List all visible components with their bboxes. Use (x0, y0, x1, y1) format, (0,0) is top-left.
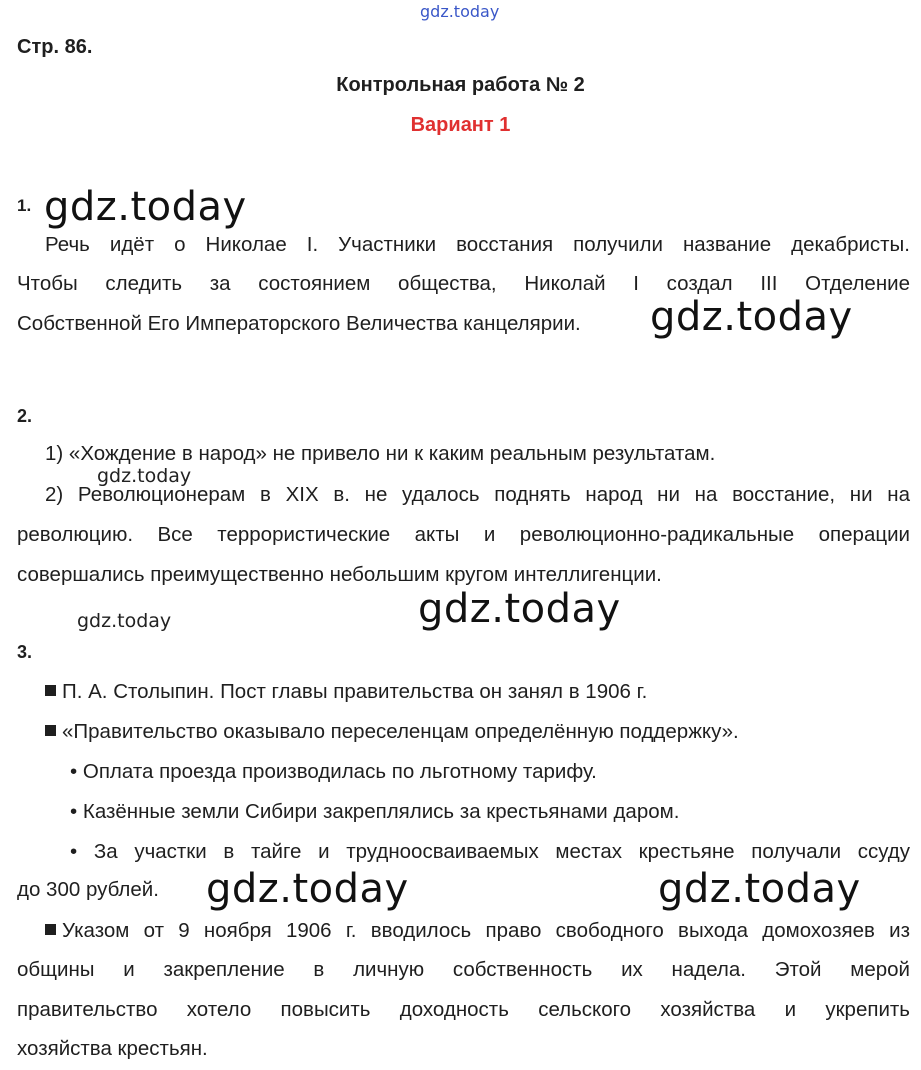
q3-bullet-3-line: хозяйства крестьян. (17, 1037, 208, 1060)
question-2-number: 2. (17, 406, 33, 426)
watermark: gdz.today (418, 586, 621, 632)
watermark: gdz.today (77, 610, 172, 632)
q1-line: Речь идёт о Николае I. Участники восстания получили название декабристы. (45, 233, 910, 256)
page-ref: Стр. 86. (17, 36, 93, 58)
watermark: gdz.today (658, 866, 861, 912)
watermark-top: gdz.today (420, 2, 500, 21)
q2-item-2-line: революцию. Все террористические акты и революционно-радикальные операции (17, 523, 910, 546)
q3-sub-3-line: до 300 рублей. (17, 878, 159, 901)
q2-item-1: 1) «Хождение в народ» не привело ни к каким реальным результатам. (45, 442, 716, 465)
variant-heading: Вариант 1 (410, 114, 511, 136)
question-1-number: 1. (17, 196, 32, 215)
q3-bullet-2: «Правительство оказывало переселенцам определённую поддержку». (45, 720, 739, 744)
watermark: gdz.today (97, 465, 192, 487)
question-3-number: 3. (17, 642, 33, 662)
q3-sub-1: • Оплата проезда производилась по льготному тарифу. (70, 760, 597, 783)
q1-line: Собственной Его Императорского Величества канцелярии. (17, 312, 581, 335)
q3-bullet-1: П. А. Столыпин. Пост главы правительства он занял в 1906 г. (45, 680, 647, 704)
q3-sub-3-line: • За участки в тайге и трудноосваиваемых местах крестьяне получали ссуду (70, 840, 910, 863)
watermark: gdz.today (650, 294, 853, 340)
q3-bullet-3-line: правительство хотело повысить доходность сельского хозяйства и укрепить (17, 998, 910, 1021)
q3-bullet-3-line: Указом от 9 ноября 1906 г. вводилось право свободного выхода домохозяев из (45, 918, 910, 944)
q1-line: Чтобы следить за состоянием общества, Николай I создал III Отделение (17, 272, 910, 295)
bullet-square-icon (45, 725, 56, 736)
bullet-square-icon (45, 685, 56, 696)
q3-sub-2: • Казённые земли Сибири закреплялись за крестьянами даром. (70, 800, 680, 823)
q2-item-2-line: 2) Революционерам в XIX в. не удалось поднять народ ни на восстание, ни на (45, 483, 910, 506)
page-title: Контрольная работа № 2 (336, 74, 585, 96)
q3-bullet-3-line: общины и закрепление в личную собственность их надела. Этой мерой (17, 958, 910, 981)
watermark: gdz.today (44, 184, 247, 230)
q2-item-2-line: совершались преимущественно небольшим кругом интеллигенции. (17, 563, 662, 586)
watermark: gdz.today (206, 866, 409, 912)
bullet-square-icon (45, 924, 56, 935)
